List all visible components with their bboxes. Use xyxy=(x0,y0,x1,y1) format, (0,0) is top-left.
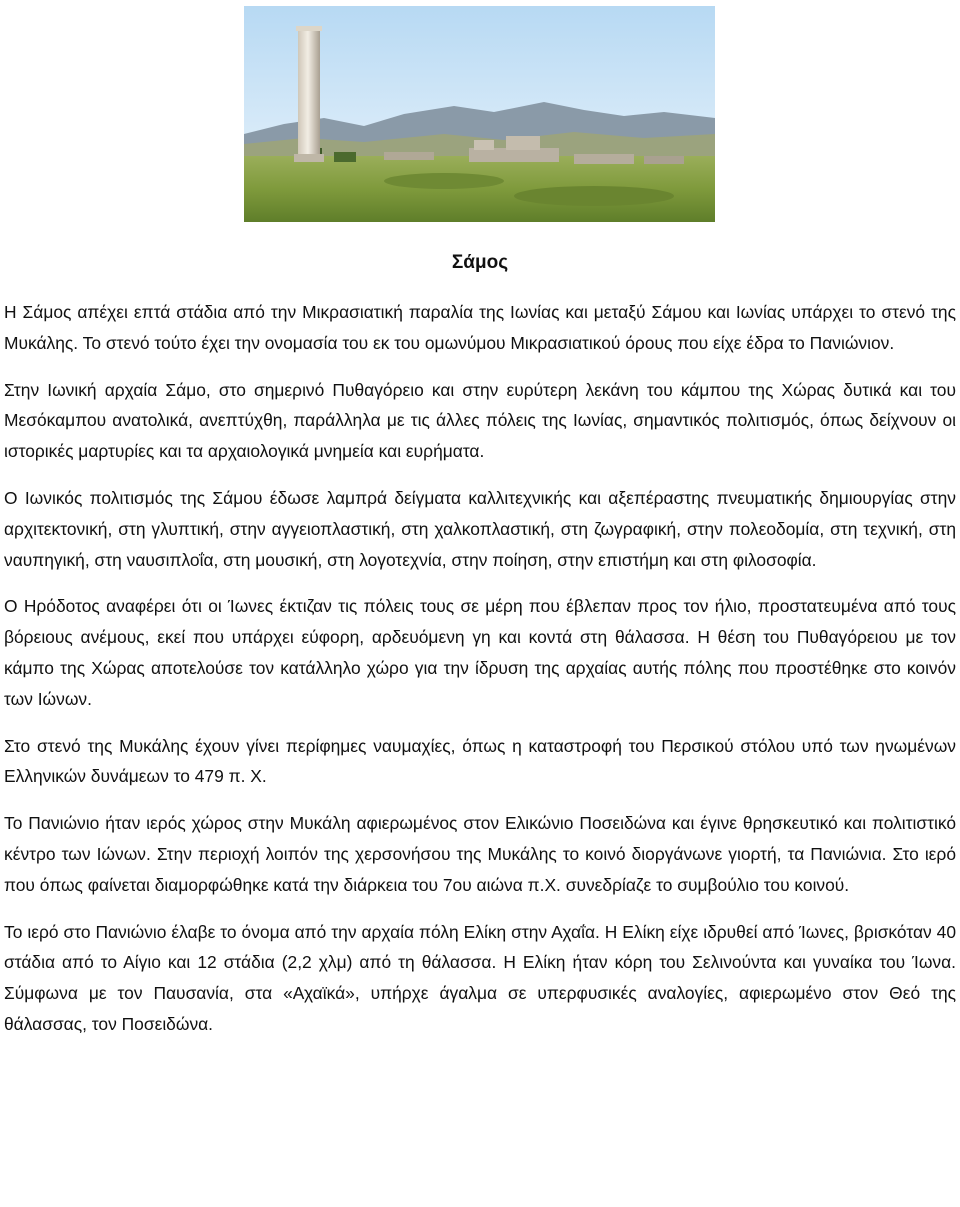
paragraph: Ο Ηρόδοτος αναφέρει ότι οι Ίωνες έκτιζαν τις πόλεις τους σε μέρη που έβλεπαν προς τον ήλιο, προστατευμένα από τους βόρειους ανέμους, εκεί που υπάρχει εύφορη, αρδευόμενη γη και κοντά στη θάλασσα. Η θέση του Πυθαγόρειου με τον κάμπο της Χώρας αποτελούσε τον κατάλληλο χώρο για την ίδρυση της αρχαίας αυτής πόλης που προστέθηκε στο κοινόν των Ιώνων. xyxy=(4,596,956,709)
document-body xyxy=(4,297,956,1056)
paragraph: Ο Ιωνικός πολιτισμός της Σάμου έδωσε λαμπρά δείγματα καλλιτεχνικής και αξεπέραστης πνευματικής δημιουργίας στην αρχιτεκτονική, στη γλυπτική, στην αγγειοπλαστική, στη χαλκοπλαστική, στη ζωγραφική, στην πολεοδομία, στη τεχνική, στη ναυπηγική, στη ναυσιπλοΐα, στη μουσική, στη λογοτεχνία, στην ποίηση, στην επιστήμη και στη φιλοσοφία. xyxy=(4,487,956,570)
temple-photo xyxy=(244,6,715,222)
page-title: Σάμος xyxy=(451,252,509,273)
paragraph: Η Σάμος απέχει επτά στάδια από την Μικρασιατική παραλία της Ιωνίας και μεταξύ Σάμου και Ιωνίας υπάρχει το στενό της Μυκάλης. Το στενό τούτο έχει την ονομασία του εκ του ομωνύμου Μικρασιατικού όρους που είχε έδρα το Πανιώνιον. xyxy=(4,302,956,353)
paragraph: Το Πανιώνιο ήταν ιερός χώρος στην Μυκάλη αφιερωμένος στον Ελικώνιο Ποσειδώνα και έγινε θρησκευτικό και πολιτιστικό κέντρο των Ιώνων. Στην περιοχή λοιπόν της χερσονήσου της Μυκάλης το κοινό διοργάνωνε γιορτή, τα Πανιώνια. Στο ιερό που όπως φαίνεται διαμορφώθηκε κατά την διάρκεια του 7ου αιώνα π.Χ. συνεδρίαζε το συμβούλιο του κοινού. xyxy=(4,813,956,895)
paragraph: Στην Ιωνική αρχαία Σάμο, στο σημερινό Πυθαγόρειο και στην ευρύτερη λεκάνη του κάμπου της Χώρας δυτικά και του Μεσόκαμπου ανατολικά, ανεπτύχθη, παράλληλα με τις άλλες πόλεις της Ιωνίας, σημαντικός πολιτισμός, όπως δείχνουν οι ιστορικές μαρτυρίες και τα αρχαιολογικά μνημεία και ευρήματα. xyxy=(4,379,956,462)
paragraph: Το ιερό στο Πανιώνιο έλαβε το όνομα από την αρχαία πόλη Ελίκη στην Αχαΐα. Η Ελίκη είχε ιδρυθεί από Ίωνες, βρισκόταν 40 στάδια από το Αίγιο και 12 στάδια (2,2 χλμ) από τη θάλασσα. Η Ελίκη ήταν κόρη του Σελινούντα και γυναίκα του Ίωνα. Σύμφωνα με τον Παυσανία, στα «Αχαϊκά», υπήρχε άγαλμα σε υπερφυσικές αναλογίες, αφιερωμένο στον Θεό της θάλασσας, τον Ποσειδώνα. xyxy=(4,921,956,1034)
temple-column-photo-icon xyxy=(244,6,715,222)
paragraph: Στο στενό της Μυκάλης έχουν γίνει περίφημες ναυμαχίες, όπως η καταστροφή του Περσικού στόλου υπό των ηνωμένων Ελληνικών δυνάμεων το 479 π. Χ. xyxy=(4,735,956,787)
